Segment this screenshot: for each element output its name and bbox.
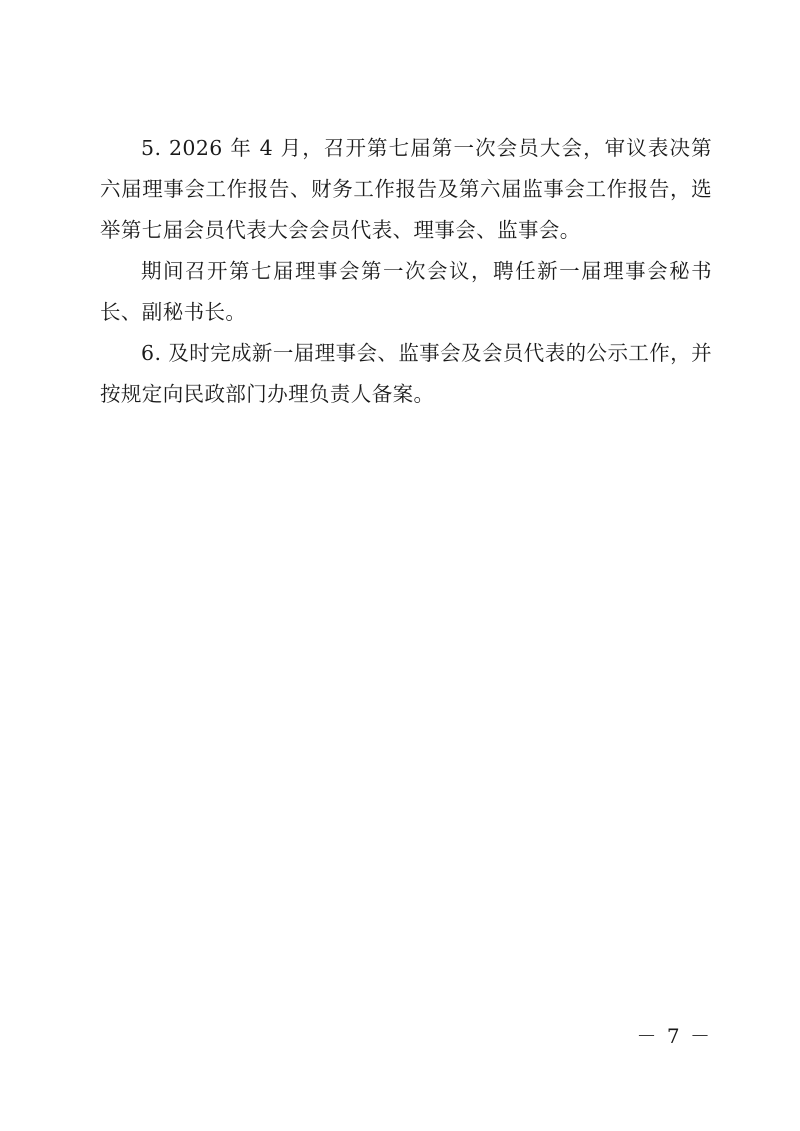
page-number: － 7 － xyxy=(636,1024,712,1048)
paragraph: 期间召开第七届理事会第一次会议，聘任新一届理事会秘书长、副秘书长。 xyxy=(100,259,712,324)
paragraph: 5. 2026 年 4 月，召开第七届第一次会员大会，审议表决第六届理事会工作报告、财务工作报告及第六届监事会工作报告，选举第七届会员代表大会会员代表、理事会、监事会。 xyxy=(100,136,712,242)
paragraph: 6. 及时完成新一届理事会、监事会及会员代表的公示工作，并按规定向民政部门办理负责人备案。 xyxy=(100,341,712,406)
document-body xyxy=(100,128,712,415)
